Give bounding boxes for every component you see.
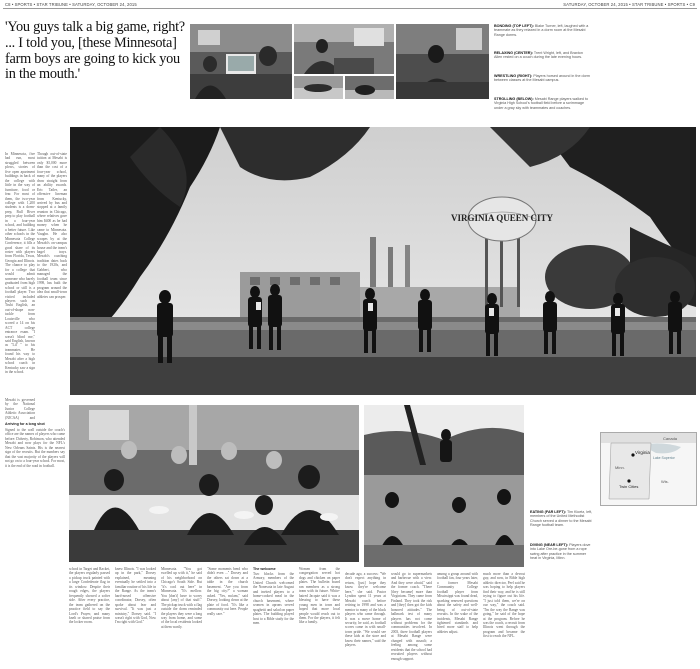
caption-eating: EATING (FAR LEFT): Tim Kloetz, left, members of the United Methodist Church served a dinner to the Mesabi Range football team. bbox=[530, 510, 593, 528]
story-col-2: Though out-of-state tuition at Mesabi is only $5,000 more than the cost of a four-year school, many of the players draw straight from an ability awards. Eric Tatler, an offensive lineman from Kentucky, arrived by bus and stopped at a family reunion in Chicago, where relatives gave him $400 as he had money when he came to Minnesota. Vaughn. He also scrapes by at the Mesabi's on-campus house and the team's bagel trays. Mesabi's coaching tradition dates back to the 1920s, and Gabbert, who managed the football team since 1998, has built the program around the idea that small-town athletes can prosper. bbox=[37, 152, 67, 299]
photo-dorm-lying bbox=[294, 76, 343, 99]
map-label-wis: Wis. bbox=[661, 479, 669, 484]
caption-relaxing: RELAXING (CENTER): Trent Wright, left, and Braxton Allen rested on a couch during the late evening hours. bbox=[494, 51, 583, 60]
story-col-13: among a group around with football fan, four years later, a former Mesabi Community College football player from Mississippi was found dead, sparking renewed questions about the safety and well-being of out-of-state recruits. In the wake of the incidents, Mesabi Range tightened standards and hired more staff to help athletes adjust. bbox=[437, 572, 478, 634]
tower-sign: VIRGINIA QUEEN CITY bbox=[450, 213, 554, 223]
photo-lake-diving bbox=[364, 405, 524, 567]
photo-church-dinner bbox=[69, 405, 359, 562]
photo-team-walking bbox=[70, 127, 696, 395]
caption-wrestling: WRESTLING (RIGHT): Players horsed around in the dorm between classes at the Mesabi campus. bbox=[494, 74, 590, 83]
locator-map bbox=[600, 432, 697, 506]
story-col-5: school in Target and Racket, the players regularly passed a pickup truck painted with a large Confederate flag in its window. Despite their rough edges, the players frequently showed a softer side. After every practice, the team gathered on the practice field to say the Lord's Prayer, and many knelt or shared praise from the locker room. bbox=[69, 567, 110, 625]
subhead-welcome: The welcome bbox=[253, 567, 276, 571]
map-label-twin-cities: Twin Cities bbox=[619, 484, 639, 489]
story-col-8: "Some moments bend who didn't even ..." Dorsey and the others sat down at a table in the church basement. "Are you from the big city?" a woman asked. "Yes, ma'am," said Dorsey, looking down at the plate of food. "It's like a community out here. People really care." bbox=[207, 567, 248, 616]
story-col-10: Women from the congregation served hot dogs and chicken on paper plates. The bulletin board ran members as a strong team with its future. White-haired Jacquie said it was a blessing to have these young men in town and hoped that more local people would reach out to them. For the players, it felt like a family. bbox=[299, 567, 340, 625]
story-col-1: In Minnesota, five had run, most struggled between plows, stories of five open apartment buildings in back of the college with little in the way of furniture, food or fear. For most of them, the two-year college with 1,200 students is a dorm-prep, Bull River prep to play football in a four-year school, and building a better future. Like other schools in the Minnesota College Conference, it fills a good share of its roster with players from Florida, Texas, Georgia and Illinois. The chance to play for a college that would admit someone who barely graduated from high school or still is a football player. Two visited included players such as Truhi English, an out-of-shape non-tackle from Louisville who scored a 14 on his ACT college entrance exam. "I wasn't blind me," said English, known as "Lil' " to his teammates. He found his way to Mesabi after a high school coach in Kentucky saw a sign in the school. bbox=[5, 152, 35, 375]
photo-dorm-laptop bbox=[190, 24, 292, 99]
map-label-virginia: Virginia bbox=[635, 450, 650, 455]
story-col-6: knew Illinois. "I was looked up in the park," Dorsey explained, meaning eventually he settled into a familiar routine of his life in the Range. As the team's hard-nosed offensive coordinator, Dorsey, often spoke about fear and survival. "It was just a ministry," Dorsey said. "I wasn't right with God, Now I'm right with God." bbox=[115, 567, 156, 625]
caption-strolling: STROLLING (BELOW): Mesabi Range players walked to Virginia High School's football field before a scrimmage under a gray sky with teammates and coaches. bbox=[494, 97, 589, 110]
story-col-12: would go to supermarkets and barbecue with a view. And they were afraid," said the former coach. "There [they became] more than Virginians. They came from Finland. They took the risk and [they] then got the kids honored attitudes." The hallmark test of many players has not come without problems for the communities involved. In 2003, three football players at Mesabi Range were charged with assault; a feeling among some residents that the school had recruited players without enough support. bbox=[391, 572, 432, 661]
left-folio: C8 • SPORTS • STAR TRIBUNE • SATURDAY, OCTOBER 24, 2015 bbox=[5, 2, 137, 7]
story-col-3: Mesabi is governed by the National Junior College Athletic Association (NJCAA) and bbox=[5, 398, 35, 420]
right-folio: SATURDAY, OCTOBER 24, 2015 • STAR TRIBUNE • SPORTS • C9 bbox=[563, 2, 695, 7]
caption-bonding: BONDING (TOP LEFT): Blake Turner, left, laughed with a teammate as they relaxed in a dorm room at the Mesabi Range dorms. bbox=[494, 24, 589, 37]
pull-quote-headline: 'You guys talk a big game, right? ... I told you, [these Minnesota] farm boys are going to kick you in the mouth.' bbox=[5, 19, 185, 83]
map-label-lake-superior: Lake Superior bbox=[653, 456, 675, 460]
story-col-11: decade ago, a success: "We don't expect anything in return, [just] hope they know they're welcome here," she said. Pastor Lyndon spent 11 years at Mesabi coach before retiring in 1998 and was a mentor to many of the black players who came through. It was a move home of security, he said, as football scores came in with small-town pride. "We would see these kids at the store and know their names," said the players. bbox=[345, 572, 386, 648]
story-col-7: Minnesota. "You got swelled up with it," he said of his neighborhood on Chicago's South Side. But "it's cool out here" in Minnesota. "It's mellow. You [don't] have to worry about [any] of that stuff." The pickup truck with a flag outside the dorm reminded the players they were a long way from home, and some of the local residents looked at them warily. bbox=[161, 567, 202, 629]
story-col-4: Signed to the wall outside the coach's office are the names of players who came before: Doherty, Robinson, who attended Mesabi and now plays for the NFL's New Orleans Saints. His is the nearest sign of the recruits. But the numbers say that the vast majority of the players will not go on to a four-year school. For most, it is the end of the road in football. bbox=[5, 428, 65, 468]
photo-dorm-floor bbox=[345, 76, 394, 99]
story-col-9: Two blocks from the Armory, members of the United Church welcomed the Nonesota in late August and invited players to a home-cooked meal in the church basement, where women in aprons served spaghetti and salad on paper plates. The building played host to a Bible study for the men. bbox=[253, 572, 294, 625]
top-rule bbox=[3, 8, 697, 9]
map-label-canada: Canada bbox=[663, 436, 678, 441]
map-label-minn: Minn. bbox=[615, 465, 625, 470]
photo-dorm-wrestling bbox=[396, 24, 489, 99]
caption-diving: DIVING (NEAR LEFT): Players dove into Lake Ore-be-gone from a rope swing after practice in the summer heat in Virginia, Minn. bbox=[530, 543, 591, 561]
story-col-14: much more than a devout guy, and now, in Bible high athletic director, Peel said he was hoping to help players find their way, and he is still trying to figure out his life. "I just told them, we're on our way," the coach said. "I'm the way the Range was going," he said of the hope at the program. Before he was the coach, a recruit from Illinois went through the program and became the first to reach the NFL. bbox=[483, 572, 525, 639]
photo-dorm-relaxing bbox=[294, 24, 394, 74]
subhead-arriving: Arriving for a long shot bbox=[5, 422, 45, 426]
